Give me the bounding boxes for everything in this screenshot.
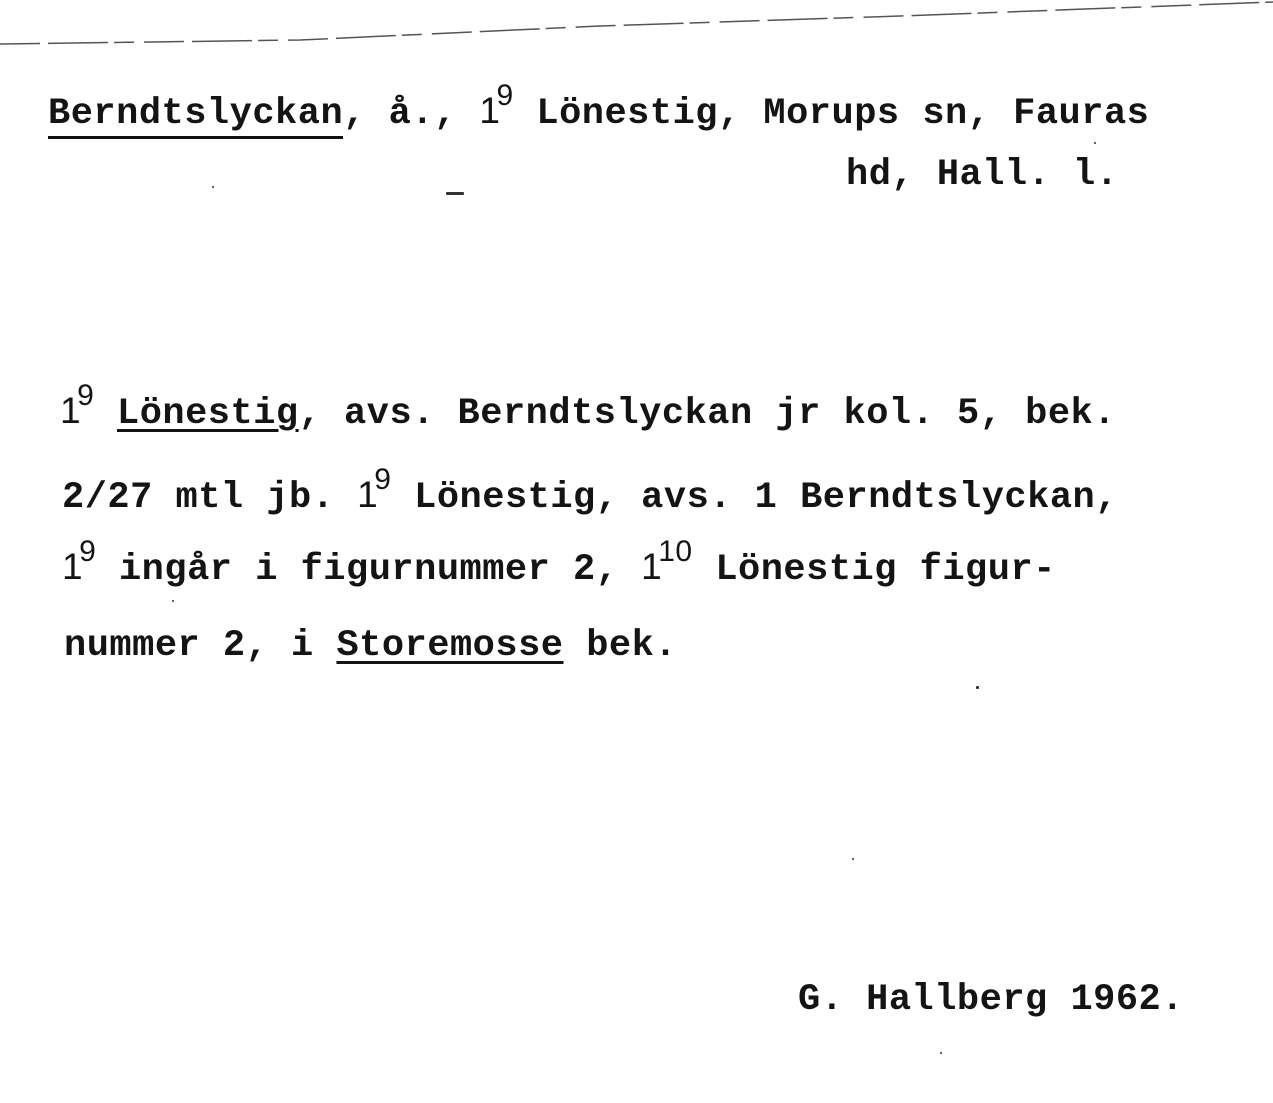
ink-speck (172, 600, 174, 602)
signature-text: G. Hallberg 1962. (798, 979, 1184, 1021)
body-line-4-start: nummer 2, i (64, 625, 337, 667)
body-line-3-number: 1 (62, 546, 84, 587)
body-line-3 (62, 535, 1056, 591)
ink-speck (940, 1052, 942, 1054)
body-line-2-superscript: 9 (374, 463, 392, 496)
entry-headword: Berndtslyckan (48, 93, 343, 139)
body-place-storemosse: Storemosse (336, 625, 564, 667)
entry-line-2 (846, 154, 1119, 196)
body-line-3-superscript: 9 (79, 535, 97, 568)
body-line-2 (62, 463, 1118, 519)
entry-district: hd, Hall. l. (846, 154, 1119, 196)
body-line-3-middle: ingår i figurnummer 2, (96, 549, 642, 591)
ink-mark (446, 192, 464, 195)
ink-speck (976, 686, 979, 689)
ink-speck (852, 858, 854, 860)
body-place-lonestig: Lönestig (116, 393, 299, 435)
ink-speck (1094, 142, 1096, 144)
body-line-2-text: Lönestig, avs. 1 Berndtslyckan, (391, 477, 1118, 519)
body-line-3-number-2: 1 (641, 546, 663, 587)
body-line-3-text: Lönestig figur- (692, 549, 1056, 591)
entry-type: , å., (343, 93, 480, 135)
body-line-2-number: 1 (357, 474, 379, 515)
body-line-4 (64, 625, 678, 667)
body-line-3-superscript-2: 10 (658, 535, 693, 568)
entry-line-1 (48, 79, 1150, 135)
signature (798, 979, 1184, 1021)
ink-speck (212, 186, 214, 188)
body-ref-superscript: 9 (77, 379, 95, 412)
card-top-edge (0, 0, 1273, 60)
entry-ref-superscript: 9 (496, 79, 514, 112)
entry-location: Lönestig, Morups sn, Fauras (513, 93, 1150, 135)
entry-ref-number: 1 (479, 90, 501, 131)
body-line-1 (60, 379, 1116, 435)
body-ref-number: 1 (60, 390, 82, 431)
body-line-2-start: 2/27 mtl jb. (62, 477, 358, 519)
body-line-1-text: , avs. Berndtslyckan jr kol. 5, bek. (298, 393, 1116, 435)
body-line-4-text: bek. (563, 625, 678, 667)
